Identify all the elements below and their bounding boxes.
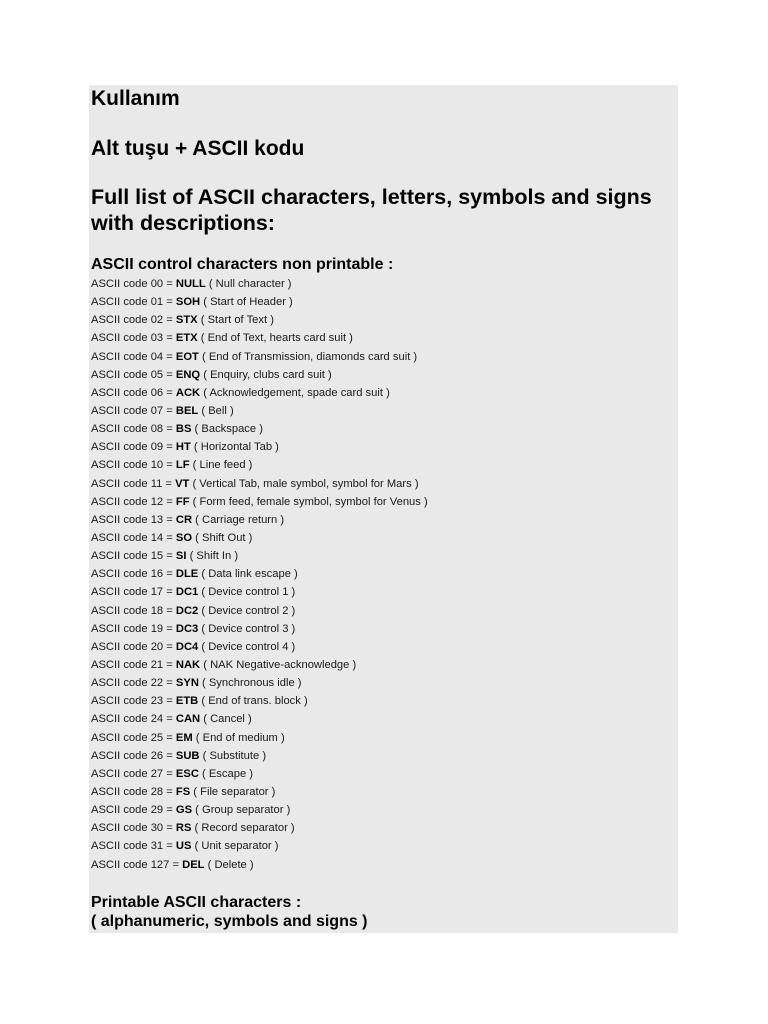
code-abbreviation: CR (175, 513, 193, 526)
list-item (91, 366, 428, 384)
code-prefix: ASCII code 04 = (91, 350, 176, 363)
list-item (91, 856, 428, 874)
control-code-list (91, 275, 428, 874)
code-abbreviation: NULL (175, 278, 206, 290)
code-prefix: ASCII code 08 = (91, 423, 176, 436)
code-abbreviation: LF (175, 459, 190, 472)
code-description: ( End of Transmission, diamonds card suit ) (198, 350, 418, 363)
code-prefix: ASCII code 11 = (91, 477, 176, 490)
list-item (91, 583, 428, 601)
code-description: ( Device control 4 ) (198, 640, 296, 653)
code-description: ( Carriage return ) (192, 513, 285, 526)
code-description: ( Record separator ) (191, 822, 295, 835)
printable-heading-line1: Printable ASCII characters : (91, 894, 302, 911)
code-abbreviation: GS (175, 804, 193, 817)
code-abbreviation: CAN (175, 713, 201, 726)
code-abbreviation: SOH (175, 296, 201, 309)
code-description: ( Bell ) (198, 404, 234, 417)
code-description: ( Start of Text ) (197, 314, 274, 327)
code-description: ( Synchronous idle ) (198, 677, 302, 690)
code-abbreviation: RS (175, 822, 192, 835)
list-item (91, 747, 428, 765)
list-item (91, 384, 428, 402)
code-abbreviation: HT (175, 441, 191, 454)
list-item (91, 783, 428, 801)
code-description: ( Delete ) (204, 858, 254, 871)
list-item (91, 547, 428, 565)
code-prefix: ASCII code 15 = (91, 550, 176, 563)
code-prefix: ASCII code 00 = (91, 278, 176, 290)
code-description: ( Group separator ) (192, 804, 291, 817)
code-description: ( Start of Header ) (200, 296, 293, 309)
list-item (91, 511, 428, 529)
list-item (91, 837, 428, 855)
list-item (91, 529, 428, 547)
list-item (91, 420, 428, 438)
code-description: ( Vertical Tab, male symbol, symbol for Mars ) (189, 477, 419, 490)
code-abbreviation: BS (175, 423, 192, 436)
code-abbreviation: DC2 (175, 604, 199, 617)
code-prefix: ASCII code 25 = (91, 731, 176, 744)
list-item (91, 348, 428, 366)
code-abbreviation: DC1 (175, 586, 199, 599)
control-section-heading: ASCII control characters non printable : (91, 256, 394, 273)
list-item (91, 475, 428, 493)
code-prefix: ASCII code 26 = (91, 749, 176, 762)
code-description: ( Escape ) (198, 767, 253, 780)
code-prefix: ASCII code 19 = (91, 622, 176, 635)
code-abbreviation: EOT (175, 350, 199, 363)
list-item (91, 765, 428, 783)
list-item (91, 729, 428, 747)
code-abbreviation: VT (175, 477, 190, 490)
code-abbreviation: STX (175, 314, 198, 327)
code-prefix: ASCII code 01 = (91, 296, 176, 309)
code-prefix: ASCII code 20 = (91, 640, 176, 653)
code-description: ( Acknowledgement, spade card suit ) (200, 386, 390, 399)
code-abbreviation: DEL (182, 858, 205, 871)
code-prefix: ASCII code 28 = (91, 785, 176, 798)
code-abbreviation: DC4 (175, 640, 199, 653)
list-item (91, 456, 428, 474)
code-prefix: ASCII code 31 = (91, 840, 176, 853)
code-abbreviation: SI (175, 550, 187, 563)
code-abbreviation: DC3 (175, 622, 199, 635)
code-description: ( Data link escape ) (198, 568, 298, 581)
code-description: ( Shift In ) (186, 550, 239, 563)
code-prefix: ASCII code 16 = (91, 568, 176, 581)
list-item (91, 565, 428, 583)
code-prefix: ASCII code 05 = (91, 368, 176, 381)
code-abbreviation: FS (175, 785, 191, 798)
code-description: ( Device control 3 ) (198, 622, 296, 635)
code-abbreviation: US (175, 840, 192, 853)
code-abbreviation: ESC (175, 767, 199, 780)
list-item (91, 402, 428, 420)
list-item (91, 329, 428, 347)
code-prefix: ASCII code 21 = (91, 658, 176, 671)
list-item (91, 493, 428, 511)
usage-heading: Kullanım (91, 87, 180, 110)
code-abbreviation: ETX (175, 332, 198, 345)
list-item (91, 710, 428, 728)
code-description: ( End of trans. block ) (198, 695, 308, 708)
code-prefix: ASCII code 29 = (91, 804, 176, 817)
code-abbreviation: ETB (175, 695, 199, 708)
code-prefix: ASCII code 22 = (91, 677, 176, 690)
full-list-heading: Full list of ASCII characters, letters, symbols and signs with descriptions: (91, 185, 652, 235)
code-abbreviation: BEL (175, 404, 199, 417)
list-item (91, 819, 428, 837)
code-prefix: ASCII code 07 = (91, 404, 176, 417)
code-description: ( Substitute ) (199, 749, 267, 762)
code-prefix: ASCII code 27 = (91, 767, 176, 780)
code-prefix: ASCII code 14 = (91, 531, 176, 544)
list-item (91, 656, 428, 674)
list-item (91, 438, 428, 456)
code-prefix: ASCII code 02 = (91, 314, 176, 327)
code-description: ( Shift Out ) (192, 531, 253, 544)
list-item (91, 801, 428, 819)
code-prefix: ASCII code 24 = (91, 713, 176, 726)
code-abbreviation: SO (175, 531, 193, 544)
code-description: ( End of medium ) (192, 731, 285, 744)
code-abbreviation: DLE (175, 568, 199, 581)
code-abbreviation: ENQ (175, 368, 201, 381)
list-item (91, 602, 428, 620)
code-prefix: ASCII code 17 = (91, 586, 176, 599)
code-prefix: ASCII code 09 = (91, 441, 176, 454)
printable-section-heading (91, 893, 368, 931)
code-description: ( Backspace ) (191, 423, 263, 436)
code-abbreviation: FF (175, 495, 190, 508)
code-description: ( Horizontal Tab ) (190, 441, 279, 454)
code-prefix: ASCII code 127 = (91, 858, 183, 871)
code-description: ( Device control 1 ) (198, 586, 296, 599)
code-description: ( Enquiry, clubs card suit ) (200, 368, 332, 381)
code-description: ( NAK Negative-acknowledge ) (200, 658, 357, 671)
code-description: ( Line feed ) (189, 459, 253, 472)
code-abbreviation: NAK (175, 658, 201, 671)
list-item (91, 275, 428, 293)
list-item (91, 620, 428, 638)
code-abbreviation: EM (175, 731, 193, 744)
code-description: ( Unit separator ) (191, 840, 279, 853)
code-prefix: ASCII code 30 = (91, 822, 176, 835)
code-description: ( Cancel ) (200, 713, 252, 726)
code-prefix: ASCII code 10 = (91, 459, 176, 472)
list-item (91, 674, 428, 692)
printable-heading-line2: ( alphanumeric, symbols and signs ) (91, 913, 368, 930)
code-prefix: ASCII code 12 = (91, 495, 176, 508)
code-prefix: ASCII code 13 = (91, 513, 176, 526)
code-prefix: ASCII code 03 = (91, 332, 176, 345)
list-item (91, 311, 428, 329)
code-description: ( Null character ) (205, 278, 292, 290)
code-abbreviation: SYN (175, 677, 199, 690)
code-prefix: ASCII code 18 = (91, 604, 176, 617)
list-item (91, 293, 428, 311)
code-description: ( End of Text, hearts card suit ) (197, 332, 353, 345)
code-description: ( Device control 2 ) (198, 604, 296, 617)
list-item (91, 692, 428, 710)
alt-code-heading: Alt tuşu + ASCII kodu (91, 137, 305, 160)
code-prefix: ASCII code 06 = (91, 386, 176, 399)
code-abbreviation: SUB (175, 749, 200, 762)
code-description: ( File separator ) (190, 785, 276, 798)
code-description: ( Form feed, female symbol, symbol for Venus ) (189, 495, 428, 508)
code-prefix: ASCII code 23 = (91, 695, 176, 708)
list-item (91, 638, 428, 656)
document-panel (89, 85, 678, 933)
code-abbreviation: ACK (175, 386, 201, 399)
